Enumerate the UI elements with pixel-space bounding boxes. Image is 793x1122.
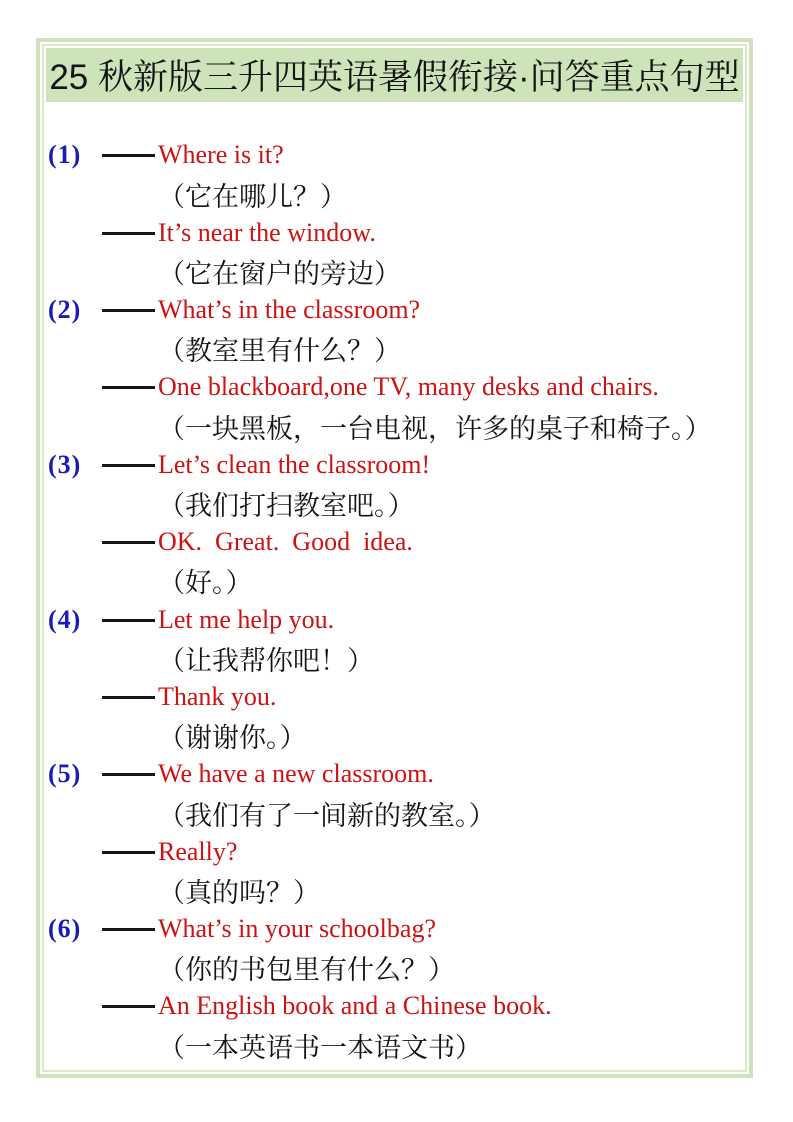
- answer-line-english: [46, 523, 743, 562]
- item-number: (4): [48, 604, 82, 634]
- em-dash: [102, 386, 155, 389]
- em-dash: [102, 464, 155, 467]
- chinese-question-text: （教室里有什么？）: [158, 336, 401, 367]
- chinese-question-text: （你的书包里有什么？）: [158, 955, 455, 986]
- chinese-answer-text: （谢谢你。）: [158, 723, 307, 754]
- answer-line-english: [46, 368, 743, 407]
- qa-item-4: [46, 600, 743, 755]
- qa-item-6: [46, 910, 743, 1065]
- question-line-english: [46, 291, 743, 330]
- em-dash: [102, 851, 155, 854]
- answer-line-english: [46, 678, 743, 717]
- answer-line-chinese: [46, 871, 743, 910]
- chinese-answer-text: （真的吗？）: [158, 877, 320, 908]
- item-number: (6): [48, 914, 82, 944]
- english-answer-text: One blackboard,one TV, many desks and chairs.: [158, 372, 659, 402]
- em-dash: [102, 309, 155, 312]
- chinese-question-text: （它在哪儿？）: [158, 181, 347, 212]
- qa-item-1: [46, 136, 743, 291]
- answer-line-chinese: [46, 562, 743, 601]
- question-line-chinese: [46, 329, 743, 368]
- chinese-question-text: （我们有了一间新的教室。）: [158, 800, 496, 831]
- qa-list: [46, 136, 743, 1065]
- english-question-text: What’s in the classroom?: [158, 295, 421, 325]
- qa-item-5: [46, 755, 743, 910]
- question-line-english: [46, 755, 743, 794]
- english-question-text: Let me help you.: [158, 604, 335, 634]
- chinese-answer-text: （它在窗户的旁边）: [158, 258, 401, 289]
- chinese-answer-text: （一本英语书一本语文书）: [158, 1032, 482, 1063]
- english-answer-text: Really?: [158, 836, 238, 866]
- em-dash: [102, 232, 155, 235]
- english-question-text: Let’s clean the classroom!: [158, 449, 431, 479]
- qa-item-3: [46, 446, 743, 601]
- page-border-frame-inner: [42, 44, 747, 1072]
- english-answer-text: OK. Great. Good idea.: [158, 527, 413, 557]
- answer-line-english: [46, 213, 743, 252]
- question-line-chinese: [46, 175, 743, 214]
- page-border-frame: [36, 38, 753, 1078]
- question-line-english: [46, 446, 743, 485]
- english-answer-text: An English book and a Chinese book.: [158, 991, 552, 1021]
- em-dash: [102, 619, 155, 622]
- em-dash: [102, 928, 155, 931]
- question-line-english: [46, 600, 743, 639]
- em-dash: [102, 1005, 155, 1008]
- page-title: 25 秋新版三升四英语暑假衔接·问答重点句型: [49, 58, 740, 97]
- chinese-question-text: （让我帮你吧！）: [158, 645, 374, 676]
- english-answer-text: It’s near the window.: [158, 217, 376, 247]
- english-question-text: Where is it?: [158, 140, 284, 170]
- em-dash: [102, 541, 155, 544]
- chinese-answer-text: （好。）: [158, 568, 253, 599]
- question-line-chinese: [46, 794, 743, 833]
- question-line-english: [46, 136, 743, 175]
- answer-line-chinese: [46, 716, 743, 755]
- answer-line-chinese: [46, 1026, 743, 1065]
- question-line-chinese: [46, 484, 743, 523]
- item-number: (5): [48, 759, 82, 789]
- item-number: (2): [48, 295, 82, 325]
- chinese-answer-text: （一块黑板，一台电视，许多的桌子和椅子。）: [158, 413, 712, 444]
- qa-item-2: [46, 291, 743, 446]
- em-dash: [102, 154, 155, 157]
- answer-line-chinese: [46, 407, 743, 446]
- english-question-text: We have a new classroom.: [158, 759, 434, 789]
- answer-line-english: [46, 987, 743, 1026]
- question-line-chinese: [46, 948, 743, 987]
- title-banner: [46, 48, 743, 102]
- item-number: (1): [48, 140, 82, 170]
- question-line-chinese: [46, 639, 743, 678]
- english-question-text: What’s in your schoolbag?: [158, 914, 436, 944]
- item-number: (3): [48, 449, 82, 479]
- answer-line-chinese: [46, 252, 743, 291]
- em-dash: [102, 696, 155, 699]
- chinese-question-text: （我们打扫教室吧。）: [158, 491, 415, 522]
- english-answer-text: Thank you.: [158, 681, 277, 711]
- question-line-english: [46, 910, 743, 949]
- em-dash: [102, 773, 155, 776]
- answer-line-english: [46, 832, 743, 871]
